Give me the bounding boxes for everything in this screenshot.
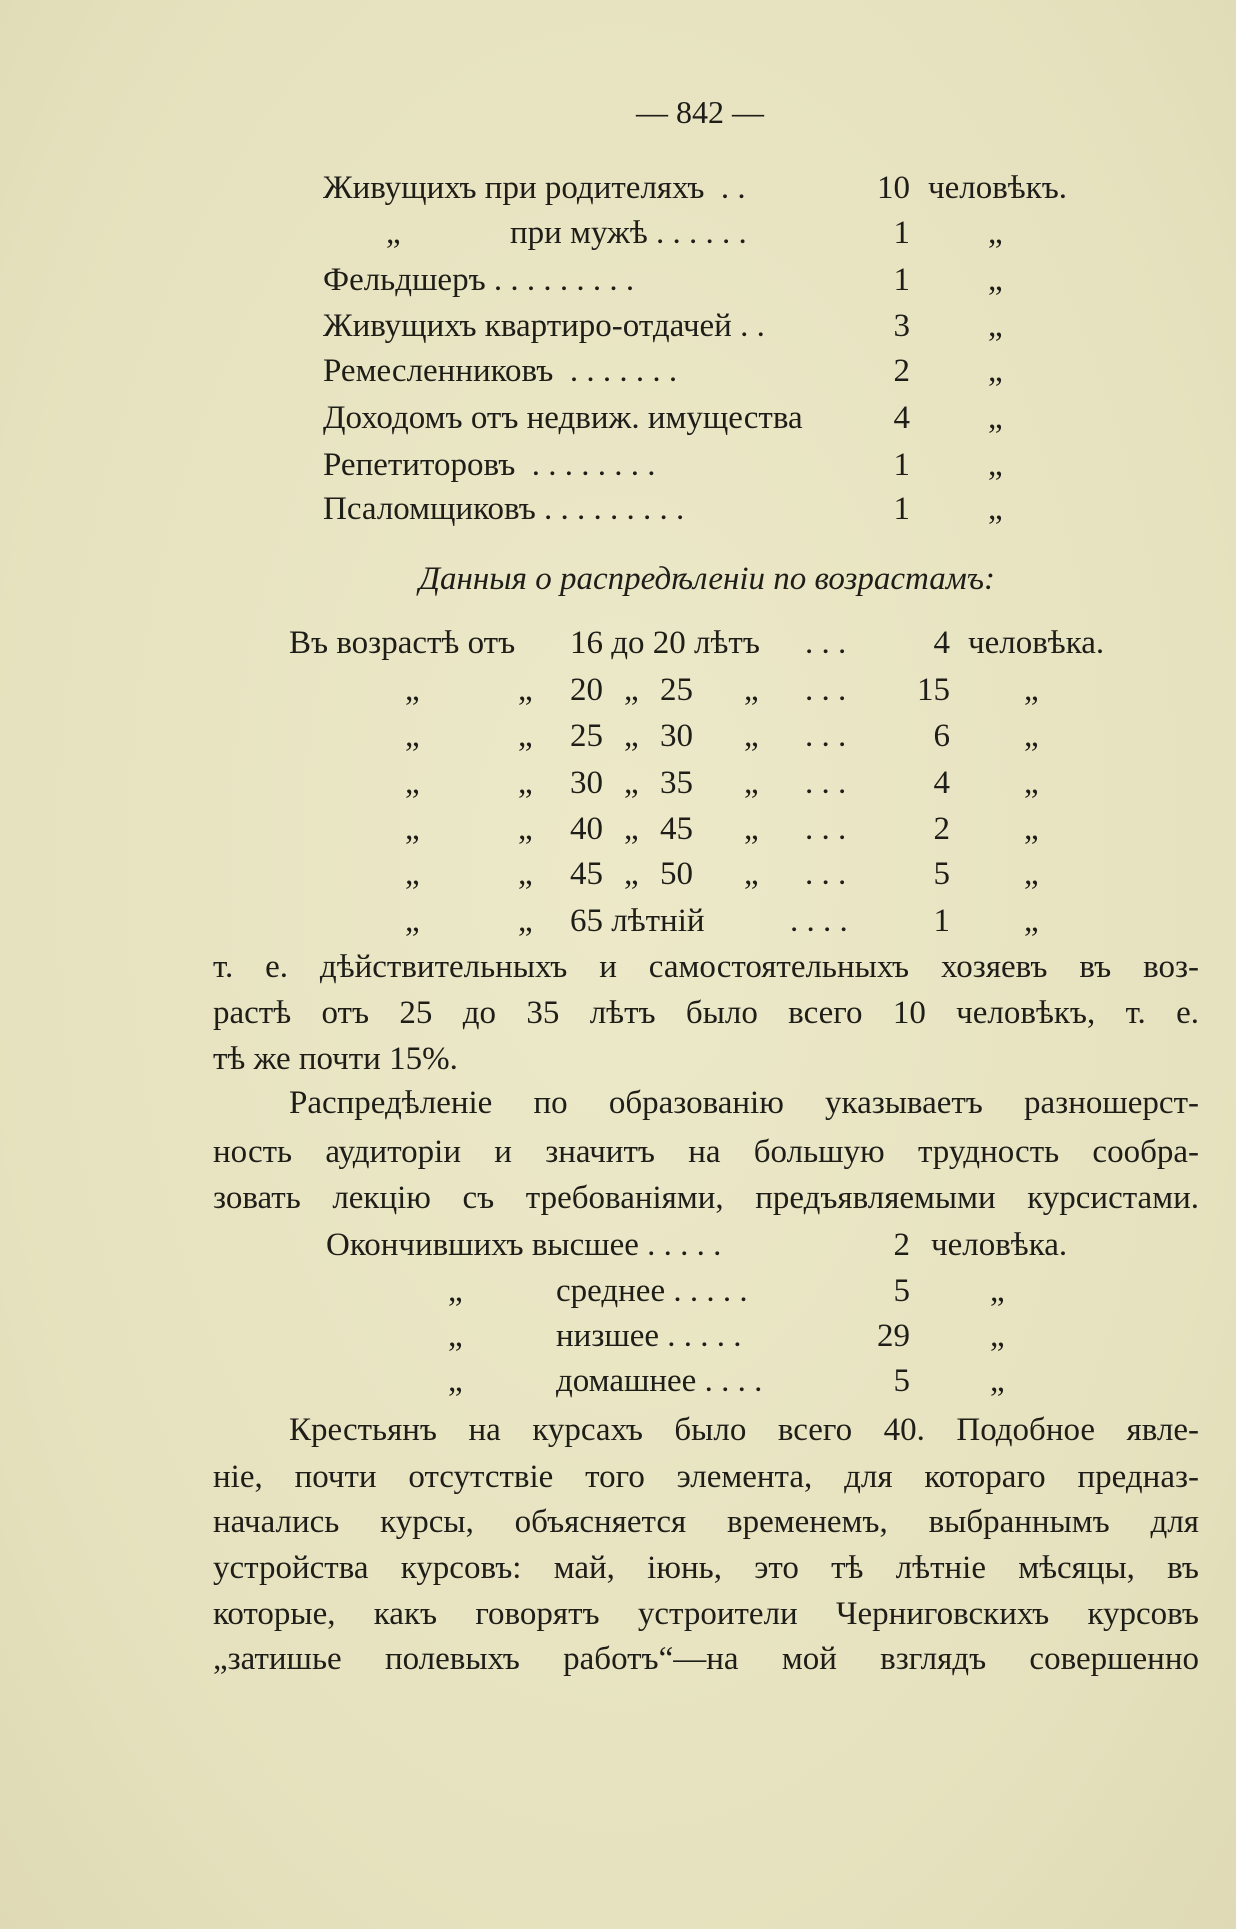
item-label: Псаломщиковъ . . . . . . . . .	[323, 491, 685, 527]
ditto-mark: „	[405, 718, 420, 754]
item-unit: „	[988, 400, 1003, 436]
age-count: 5	[933, 856, 950, 892]
ditto-mark: „	[405, 811, 420, 847]
item-unit: „	[988, 447, 1003, 483]
ditto-mark: „	[518, 765, 533, 801]
ditto-mark: „	[744, 765, 759, 801]
item-count: 1	[893, 262, 910, 298]
ditto-mark: „	[448, 1318, 463, 1354]
ditto-mark: „	[518, 856, 533, 892]
age-to: 30	[660, 718, 693, 754]
age-count: 4	[933, 625, 950, 661]
age-unit: человѣка.	[968, 625, 1105, 661]
item-unit: „	[990, 1273, 1005, 1309]
age-unit: „	[1024, 765, 1039, 801]
age-count: 2	[933, 811, 950, 847]
age-prefix: Въ возрастѣ отъ	[289, 625, 516, 661]
text-line: Крестьянъ на курсахъ было всего 40. Подобное явле-	[289, 1412, 1199, 1448]
ditto-mark: „	[448, 1273, 463, 1309]
item-unit: „	[990, 1363, 1005, 1399]
item-label: Фельдшеръ . . . . . . . . .	[323, 262, 635, 298]
ditto-mark: „	[624, 811, 639, 847]
ditto-mark: „	[744, 672, 759, 708]
ditto-mark: „	[624, 856, 639, 892]
age-count: 1	[933, 903, 950, 939]
age-from: 25	[570, 718, 603, 754]
item-count: 29	[877, 1318, 910, 1354]
item-count: 2	[893, 1227, 910, 1263]
ditto-mark: „	[624, 672, 639, 708]
text-line: устройства курсовъ: май, іюнь, это тѣ лѣтніе мѣсяцы, въ	[213, 1550, 1199, 1586]
age-to: 50	[660, 856, 693, 892]
leader-dots: . . .	[805, 625, 847, 661]
text-line: ніе, почти отсутствіе того элемента, для котораго предназ-	[213, 1459, 1199, 1495]
item-unit: „	[988, 308, 1003, 344]
age-section-heading: Данныя о распредѣленіи по возрастамъ:	[419, 561, 995, 597]
ditto-mark: „	[405, 672, 420, 708]
age-unit: „	[1024, 903, 1039, 939]
leader-dots: . . .	[805, 811, 847, 847]
item-unit: „	[990, 1318, 1005, 1354]
leader-dots: . . .	[805, 672, 847, 708]
ditto-mark: „	[518, 672, 533, 708]
age-to: 35	[660, 765, 693, 801]
ditto-mark: „	[518, 718, 533, 754]
age-unit: „	[1024, 718, 1039, 754]
item-count: 3	[893, 308, 910, 344]
age-unit: „	[1024, 672, 1039, 708]
page-number: — 842 —	[636, 94, 764, 130]
item-count: 2	[893, 353, 910, 389]
ditto-mark: „	[448, 1363, 463, 1399]
text-line: „затишье полевыхъ работъ“—на мой взглядъ совершенно	[213, 1641, 1199, 1677]
text-line: которые, какъ говорятъ устроители Черниговскихъ курсовъ	[213, 1596, 1199, 1632]
ditto-mark: „	[518, 811, 533, 847]
item-label: Живущихъ квартиро-отдачей . .	[323, 308, 765, 344]
item-label: среднее . . . . .	[556, 1273, 748, 1309]
text-line: растѣ отъ 25 до 35 лѣтъ было всего 10 человѣкъ, т. е.	[213, 995, 1199, 1031]
item-label: Доходомъ отъ недвиж. имущества	[323, 400, 803, 436]
leader-dots: . . .	[805, 718, 847, 754]
age-from: 30	[570, 765, 603, 801]
text-line: начались курсы, объясняется временемъ, выбраннымъ для	[213, 1504, 1199, 1540]
ditto-mark: „	[624, 718, 639, 754]
item-count: 1	[893, 447, 910, 483]
age-count: 6	[933, 718, 950, 754]
item-label: Окончившихъ высшее . . . . .	[326, 1227, 722, 1263]
ditto-mark: „	[405, 856, 420, 892]
age-from: 40	[570, 811, 603, 847]
ditto-mark: „	[744, 856, 759, 892]
item-label: при мужѣ . . . . . .	[510, 215, 747, 251]
leader-dots: . . .	[805, 765, 847, 801]
age-unit: „	[1024, 856, 1039, 892]
item-label: Живущихъ при родителяхъ . .	[323, 170, 746, 206]
ditto-mark: „	[386, 215, 401, 251]
item-unit: „	[988, 262, 1003, 298]
age-count: 4	[933, 765, 950, 801]
age-unit: „	[1024, 811, 1039, 847]
age-range: 16 до 20 лѣтъ	[570, 625, 760, 661]
age-to: 45	[660, 811, 693, 847]
ditto-mark: „	[518, 903, 533, 939]
item-unit: „	[988, 491, 1003, 527]
ditto-mark: „	[744, 718, 759, 754]
text-line: тѣ же почти 15%.	[213, 1041, 458, 1077]
item-count: 4	[893, 400, 910, 436]
age-from: 20	[570, 672, 603, 708]
text-line: ность аудиторіи и значитъ на большую трудность сообра-	[213, 1134, 1199, 1170]
text-line: Распредѣленіе по образованію указываетъ разношерст-	[289, 1085, 1199, 1121]
ditto-mark: „	[624, 765, 639, 801]
ditto-mark: „	[405, 765, 420, 801]
item-label: домашнее . . . .	[556, 1363, 763, 1399]
age-to: 25	[660, 672, 693, 708]
ditto-mark: „	[405, 903, 420, 939]
age-count: 15	[917, 672, 950, 708]
item-label: низшее . . . . .	[556, 1318, 742, 1354]
age-from: 45	[570, 856, 603, 892]
item-label: Ремесленниковъ . . . . . . .	[323, 353, 678, 389]
text-line: зовать лекцію съ требованіями, предъявляемыми курсистами.	[213, 1180, 1199, 1216]
text-line: т. е. дѣйствительныхъ и самостоятельныхъ хозяевъ въ воз-	[213, 949, 1199, 985]
item-unit: „	[988, 353, 1003, 389]
item-count: 10	[877, 170, 910, 206]
item-count: 1	[893, 491, 910, 527]
item-count: 1	[893, 215, 910, 251]
item-unit: человѣка.	[931, 1227, 1068, 1263]
item-unit: человѣкъ.	[928, 170, 1068, 206]
ditto-mark: „	[744, 811, 759, 847]
leader-dots: . . . .	[790, 903, 848, 939]
item-count: 5	[893, 1273, 910, 1309]
item-unit: „	[988, 215, 1003, 251]
item-label: Репетиторовъ . . . . . . . .	[323, 447, 656, 483]
age-range: 65 лѣтній	[570, 903, 705, 939]
leader-dots: . . .	[805, 856, 847, 892]
item-count: 5	[893, 1363, 910, 1399]
